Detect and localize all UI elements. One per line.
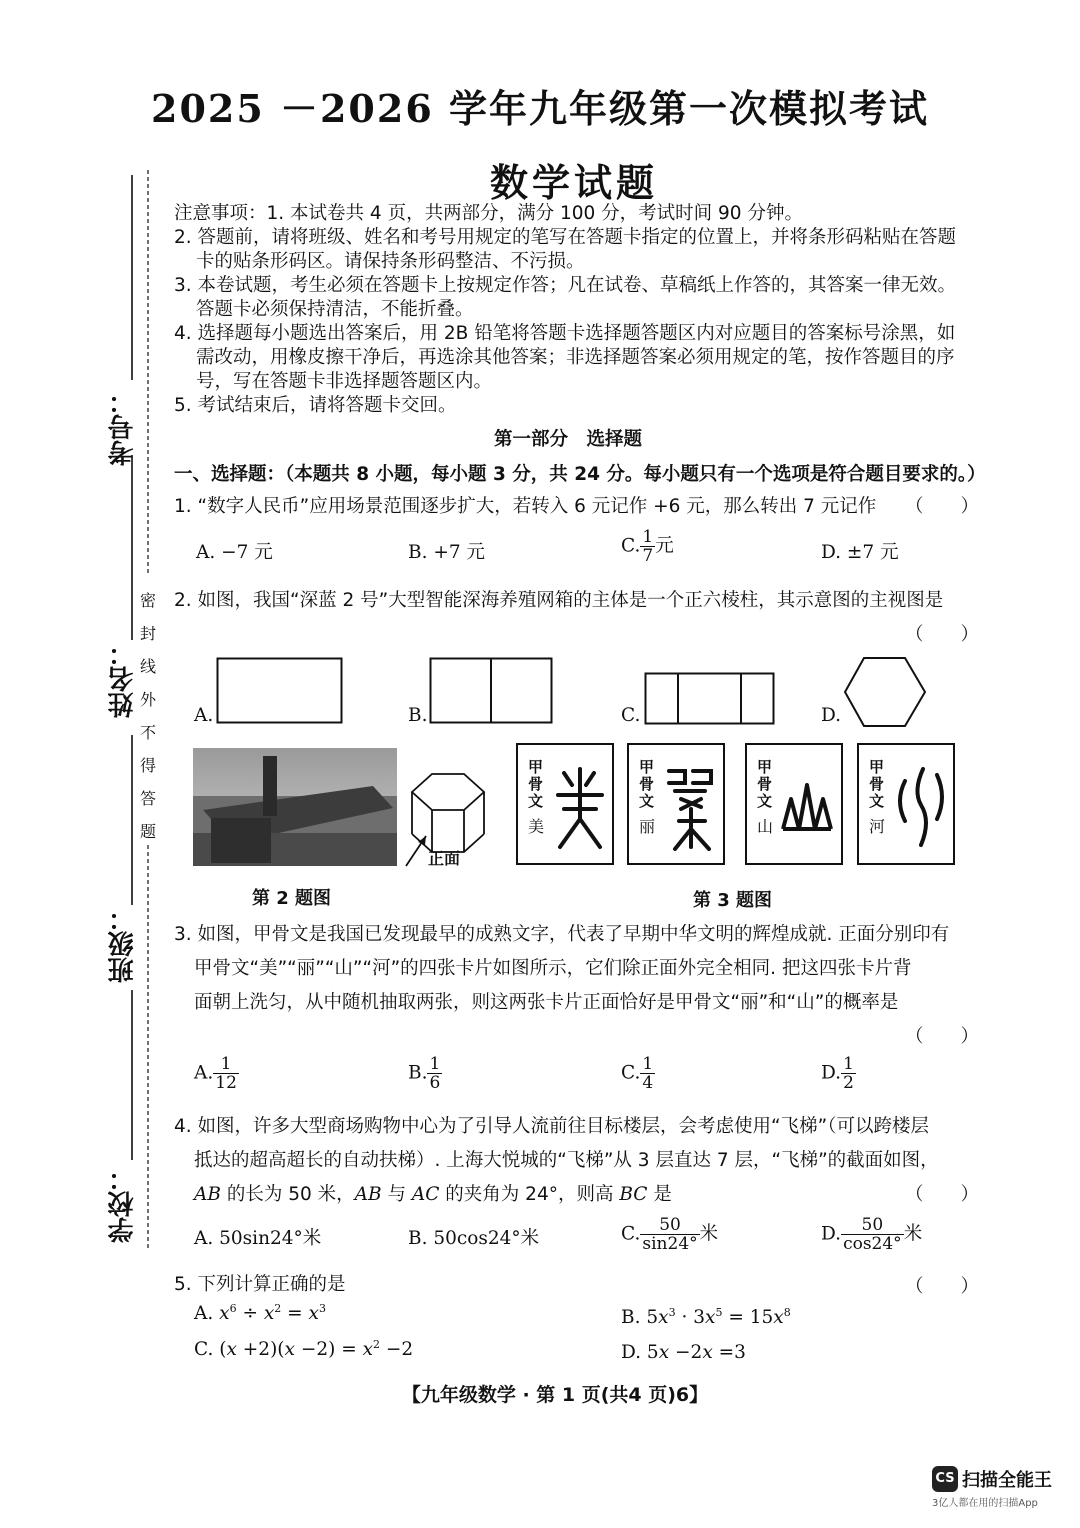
section-title: 一、选择题：（本题共 8 小题，每小题 3 分，共 24 分。每小题只有一个选项是符合题目要求的。）: [174, 464, 986, 485]
answer-bracket: （ ）: [905, 1184, 980, 1205]
fraction: $\frac{50}{\cos 24^\circ}$: [843, 1215, 902, 1254]
seal-char: 得: [140, 756, 157, 775]
scanner-tagline: 3亿人都在用的扫描App: [932, 1498, 1038, 1509]
glyph-shan: [777, 777, 837, 837]
option-c: C. $\frac{1}{4}$: [621, 1054, 654, 1093]
option-d-figure: [843, 656, 927, 728]
page-footer: 【九年级数学 · 第 1 页(共4 页)6】: [401, 1384, 709, 1406]
option-d-letter: D.: [821, 705, 842, 726]
exam-title: 2025 －2026 学年九年级第一次模拟考试: [151, 86, 929, 131]
subject-title: 数学试题: [489, 160, 658, 205]
option-a: A. −7 元: [196, 542, 273, 563]
option-c-figure: [644, 672, 776, 726]
front-label: 正面: [428, 849, 461, 868]
option-d: D. $\frac{50}{\cos 24^\circ}$ 米: [821, 1215, 923, 1254]
option-d: D. ±7 元: [821, 542, 899, 563]
note-1: 注意事项：1. 本试卷共 4 页，共两部分，满分 100 分，考试时间 90 分钟。: [174, 203, 803, 224]
seal-char: 密: [140, 591, 157, 610]
option-b: B. $5x^3 \cdot 3x^5 = 15x^8$: [621, 1306, 791, 1329]
fraction: $\frac{1}{12}$: [215, 1054, 237, 1093]
question-text: 5. 下列计算正确的是: [174, 1274, 346, 1295]
option-b-letter: B.: [408, 705, 428, 726]
fraction: $\frac{1}{7}$: [642, 527, 654, 566]
seal-char: 线: [140, 657, 157, 676]
fraction: $\frac{1}{6}$: [429, 1054, 441, 1093]
option-a: A. $\frac{1}{12}$: [194, 1054, 237, 1093]
seal-char: 封: [140, 624, 157, 643]
option-b: B. $\frac{1}{6}$: [408, 1054, 441, 1093]
seal-char: 不: [140, 723, 157, 742]
class-label: 班级：: [108, 905, 138, 983]
option-a: A. 50sin24°米: [194, 1228, 322, 1249]
part-title: 第一部分 选择题: [494, 429, 643, 450]
question-text: 4. 如图，许多大型商场购物中心为了引导人流前往目标楼层，会考虑使用“飞梯”（可以跨楼层: [174, 1116, 929, 1137]
option-d: D. 5x −2x =3: [621, 1342, 746, 1363]
option-c: C. $(x +2)(x -2) = x^2 -2$: [194, 1338, 414, 1361]
glyph-mei: [550, 763, 610, 853]
note-4: 4. 选择题每小题选出答案后，用 2B 铅笔将答题卡选择题答题区内对应题目的答案标号涂黑，如 需改动，用橡皮擦干净后，再选涂其他答案；非选择题答案必须用规定的笔，按作答题目的序 号，写在答题卡非选择题答题区内。: [174, 323, 956, 392]
name-label: 姓名：: [108, 640, 138, 718]
exam-notes: [174, 202, 1004, 418]
glyph-li: [661, 759, 721, 855]
answer-bracket: （ ）: [905, 624, 980, 645]
exam-number-label: 考号：: [108, 388, 138, 466]
oracle-card: 甲骨文 美: [516, 743, 614, 865]
option-d: D. $\frac{1}{2}$: [821, 1054, 854, 1093]
note-3: 3. 本卷试题，考生必须在答题卡上按规定作答；凡在试卷、草稿纸上作答的，其答案一律无效。 答题卡必须保持清洁，不能折叠。: [174, 275, 957, 320]
binding-lines: [0, 0, 170, 1300]
question-text: 3. 如图，甲骨文是我国已发现最早的成熟文字，代表了早期中华文明的辉煌成就. 正面分别印有: [174, 924, 950, 945]
question-text: 抵达的超高超长的自动扶梯）. 上海大悦城的“飞梯”从 3 层直达 7 层，“飞梯”的截面如图，: [194, 1150, 939, 1171]
q3-figure-caption: 第 3 题图: [693, 890, 773, 911]
seal-char: 题: [140, 822, 157, 841]
question-text: 甲骨文“美”“丽”“山”“河”的四张卡片如图所示，它们除正面外完全相同. 把这四张卡片背: [194, 958, 912, 979]
oracle-card: 甲骨文 河: [857, 743, 955, 865]
note-5: 5. 考试结束后，请将答题卡交回。: [174, 395, 457, 416]
option-c: C. $\frac{1}{7}$ 元: [621, 527, 674, 566]
answer-bracket: （ ）: [905, 1026, 980, 1047]
glyph-he: [891, 761, 951, 853]
school-label: 学校：: [108, 1165, 138, 1243]
fraction: $\frac{50}{\sin 24^\circ}$: [642, 1215, 698, 1254]
fraction: $\frac{1}{2}$: [843, 1054, 854, 1093]
fraction: $\frac{1}{4}$: [642, 1054, 654, 1093]
oracle-card: 甲骨文 丽: [627, 743, 725, 865]
question-text: 面朝上洗匀，从中随机抽取两张，则这两张卡片正面恰好是甲骨文“丽”和“山”的概率是: [194, 992, 899, 1013]
question-text: 1. “数字人民币”应用场景范围逐步扩大，若转入 6 元记作 +6 元，那么转出 7 元记作: [174, 496, 877, 517]
sea-cage-photo: [193, 748, 397, 866]
scanner-watermark: [932, 1466, 1052, 1509]
question-text: AB 的长为 50 米，AB 与 AC 的夹角为 24°，则高 BC 是: [194, 1184, 672, 1205]
option-a-figure: [216, 657, 344, 725]
note-2: 2. 答题前，请将班级、姓名和考号用规定的笔写在答题卡指定的位置上，并将条形码粘贴在答题 卡的贴条形码区。请保持条形码整洁、不污损。: [174, 227, 957, 272]
answer-bracket: （ ）: [905, 1276, 980, 1297]
camscanner-icon: CS: [932, 1466, 958, 1492]
option-b: B. +7 元: [408, 542, 486, 563]
scanner-name: 扫描全能王: [962, 1470, 1052, 1491]
seal-char: 答: [140, 789, 157, 808]
seal-char: 外: [140, 690, 157, 709]
question-text: 2. 如图，我国“深蓝 2 号”大型智能深海养殖网箱的主体是一个正六棱柱，其示意图的主视图是: [174, 590, 944, 611]
option-c-letter: C.: [621, 705, 641, 726]
option-a-letter: A.: [194, 705, 214, 726]
option-b-figure: [429, 657, 555, 725]
option-b: B. 50cos24°米: [408, 1228, 540, 1249]
oracle-card: 甲骨文 山: [745, 743, 843, 865]
answer-bracket: （ ）: [905, 496, 980, 517]
option-c: C. $\frac{50}{\sin 24^\circ}$ 米: [621, 1215, 719, 1254]
option-a: A. $x^6 \div x^2 = x^3$: [194, 1302, 326, 1325]
q2-figure-caption: 第 2 题图: [252, 888, 332, 909]
